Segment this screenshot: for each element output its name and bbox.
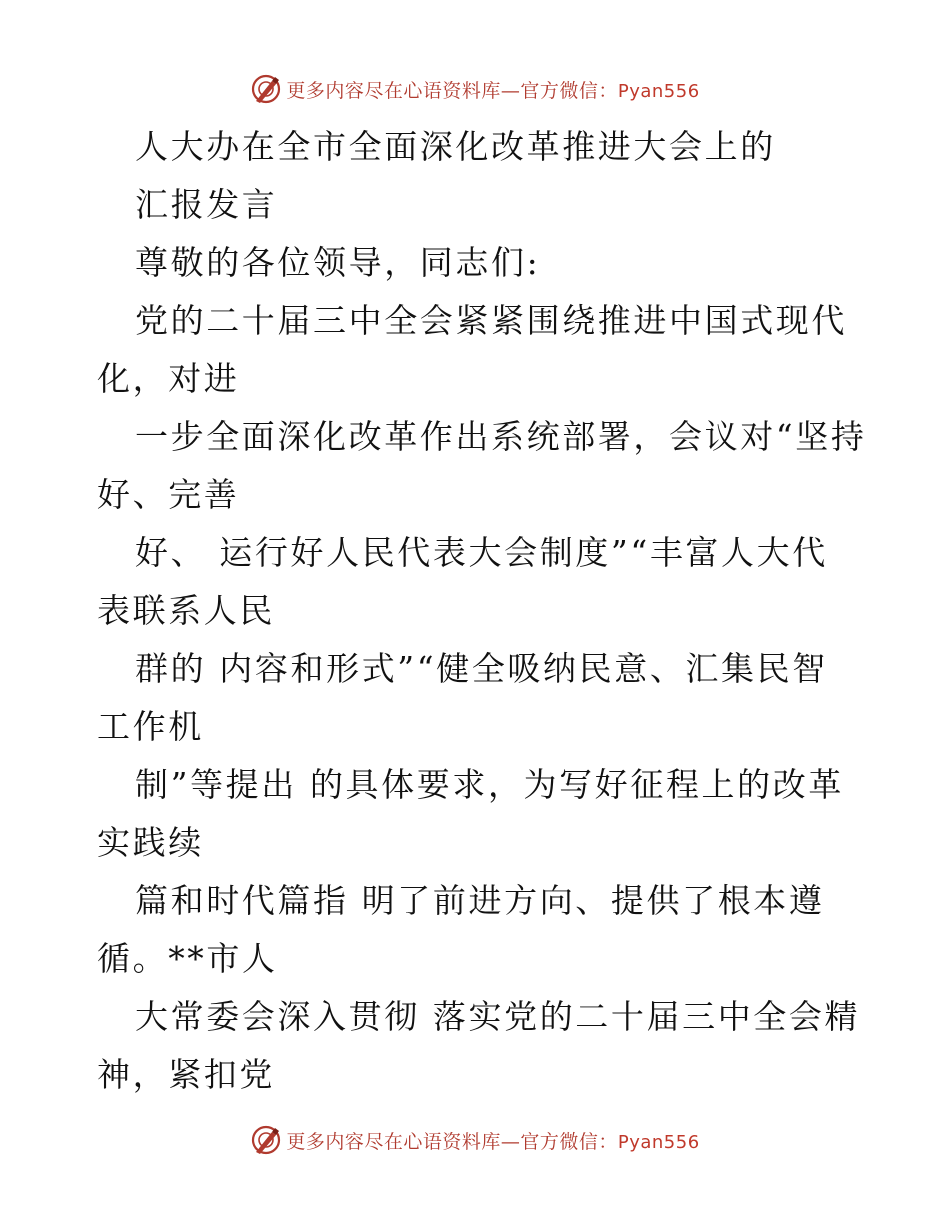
text-line: 人大办在全市全面深化改革推进大会上的: [135, 127, 776, 166]
watermark-dash: —: [500, 79, 521, 102]
text-line: 制”等提出 的具体要求，为写好征程上的改革: [135, 765, 844, 804]
text-line: 一步全面深化改革作出系统部署，会议对“坚持: [135, 417, 867, 456]
watermark-text: [286, 76, 699, 103]
text-line: 党的二十届三中全会紧紧围绕推进中国式现代: [135, 301, 847, 340]
text-line: 化，对进: [97, 359, 240, 398]
text-line: 实践续: [97, 823, 204, 862]
text-line: 大常委会深入贯彻 落实党的二十届三中全会精: [135, 997, 861, 1036]
text-line: 篇和时代篇指 明了前进方向、提供了根本遵: [135, 881, 825, 920]
text-line: 神，紧扣党: [97, 1055, 275, 1094]
watermark-wechat-id: Pyan556: [617, 1131, 700, 1153]
text-line: 工作机: [97, 707, 204, 746]
text-line: 好、完善: [97, 475, 240, 514]
pen-logo-icon: [250, 1124, 282, 1156]
watermark-library-text: 更多内容尽在心语资料库: [286, 79, 501, 102]
pen-logo-icon: [250, 73, 282, 105]
text-line: 循。**市人: [97, 939, 278, 978]
document-body: [0, 118, 950, 1104]
footer-watermark: [0, 1125, 950, 1155]
watermark-official-label: 官方微信：: [520, 79, 618, 102]
watermark-library-text: 更多内容尽在心语资料库: [286, 1130, 501, 1153]
text-line: 汇报发言: [135, 185, 278, 224]
header-watermark: [0, 74, 950, 104]
watermark-text: [286, 1127, 699, 1154]
text-line: 尊敬的各位领导，同志们:: [135, 243, 541, 282]
text-line: 表联系人民: [97, 591, 275, 630]
text-line: 好、 运行好人民代表大会制度”“丰富人大代: [135, 533, 828, 572]
watermark-wechat-id: Pyan556: [617, 80, 700, 102]
watermark-official-label: 官方微信：: [520, 1130, 618, 1153]
watermark-dash: —: [500, 1130, 521, 1153]
text-line: 群的 内容和形式”“健全吸纳民意、汇集民智: [135, 649, 828, 688]
